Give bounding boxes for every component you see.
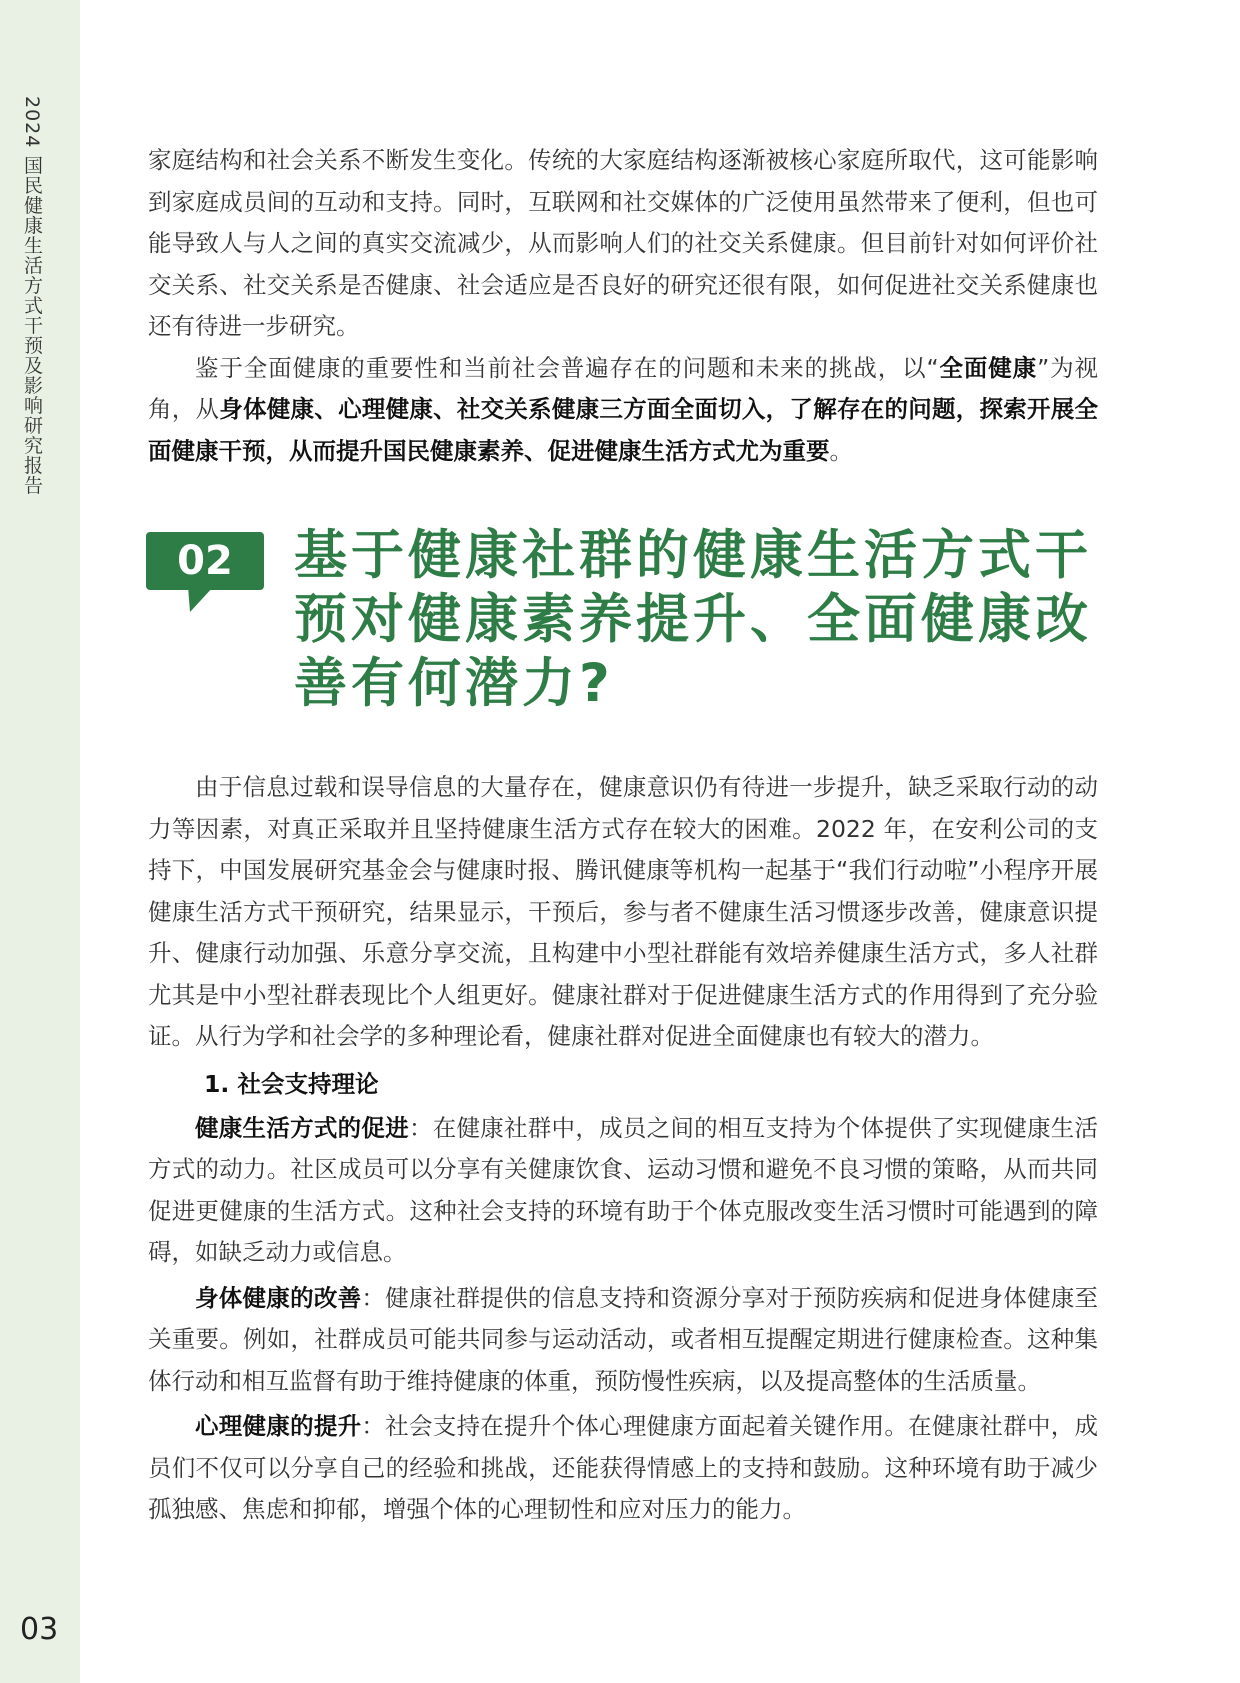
item-text: ：社会支持在提升个体心理健康方面起着关键作用。在健康社群中，成员们不仅可以分享自己的经验和挑战，还能获得情感上的支持和鼓励。这种环境有助于减少孤独感、焦虑和抑郁，增强个体的心理韧性和应对压力的能力。 bbox=[148, 1412, 1099, 1523]
item-label: 健康生活方式的促进 bbox=[195, 1113, 409, 1142]
item-mental-health bbox=[148, 1406, 1098, 1531]
intro-p2-text-a: 鉴于全面健康的重要性和当前社会普遍存在的问题和未来的挑战，以“ bbox=[195, 353, 939, 382]
intro-paragraph-1: 家庭结构和社会关系不断发生变化。传统的大家庭结构逐渐被核心家庭所取代，这可能影响到家庭成员间的互动和支持。同时，互联网和社交媒体的广泛使用虽然带来了便利，但也可能导致人与人之间的真实交流减少，从而影响人们的社交关系健康。但目前针对如何评价社交关系、社交关系是否健康、社会适应是否良好的研究还很有限，如何促进社交关系健康也还有待进一步研究。 bbox=[148, 146, 1098, 340]
side-band bbox=[0, 0, 80, 1683]
intro-p2-text-b: ”为视角，从 bbox=[148, 353, 1099, 423]
item-physical-health bbox=[148, 1278, 1098, 1403]
section-header bbox=[148, 524, 1098, 729]
section-number-badge: 02 bbox=[146, 532, 264, 590]
speech-bubble-tail-icon bbox=[188, 586, 214, 612]
page-content bbox=[148, 140, 1098, 1531]
item-healthy-lifestyle bbox=[148, 1108, 1098, 1274]
intro-p2-bold-b: 身体健康、心理健康、社交关系健康三方面全面切入，了解存在的问题，探索开展全面健康干预，从而提升国民健康素养、促进健康生活方式尤为重要 bbox=[148, 395, 1099, 465]
page-number: 03 bbox=[20, 1612, 59, 1647]
report-running-title: 2024 国民健康生活方式干预及影响研究报告 bbox=[21, 96, 43, 496]
item-text: ：健康社群提供的信息支持和资源分享对于预防疾病和促进身体健康至关重要。例如，社群成员可能共同参与运动活动，或者相互提醒定期进行健康检查。这种集体行动和相互监督有助于维持健康的体重，预防慢性疾病，以及提高整体的生活质量。 bbox=[148, 1283, 1099, 1395]
intro-p2-bold-a: 全面健康 bbox=[938, 353, 1038, 382]
item-label: 身体健康的改善 bbox=[195, 1283, 362, 1312]
item-label: 心理健康的提升 bbox=[195, 1412, 362, 1440]
body-paragraph-1: 由于信息过载和误导信息的大量存在，健康意识仍有待进一步提升，缺乏采取行动的动力等因素，对真正采取并且坚持健康生活方式存在较大的困难。2022 年，在安利公司的支持下，中国发展研究基金会与健康时报、腾讯健康等机构一起基于“我们行动啦”小程序开展健康生活方式干预研究，结果显示，干预后，参与者不健康生活习惯逐步改善，健康意识提升、健康行动加强、乐意分享交流，且构建中小型社群能有效培养健康生活方式，多人社群尤其是中小型社群表现比个人组更好。健康社群对于促进健康生活方式的作用得到了充分验证。从行为学和社会学的多种理论看，健康社群对促进全面健康也有较大的潜力。 bbox=[148, 773, 1098, 1050]
intro-paragraph-2 bbox=[148, 348, 1098, 473]
section-title: 基于健康社群的健康生活方式干预对健康素养提升、全面健康改善有何潜力? bbox=[294, 525, 1092, 714]
item-text: ：在健康社群中，成员之间的相互支持为个体提供了实现健康生活方式的动力。社区成员可以分享有关健康饮食、运动习惯和避免不良习惯的策略，从而共同促进更健康的生活方式。这种社会支持的环境有助于个体克服改变生活习惯时可能遇到的障碍，如缺乏动力或信息。 bbox=[148, 1113, 1099, 1266]
intro-p2-text-c: 。 bbox=[829, 436, 853, 465]
subheading-social-support: 1. 社会支持理论 bbox=[204, 1069, 379, 1098]
